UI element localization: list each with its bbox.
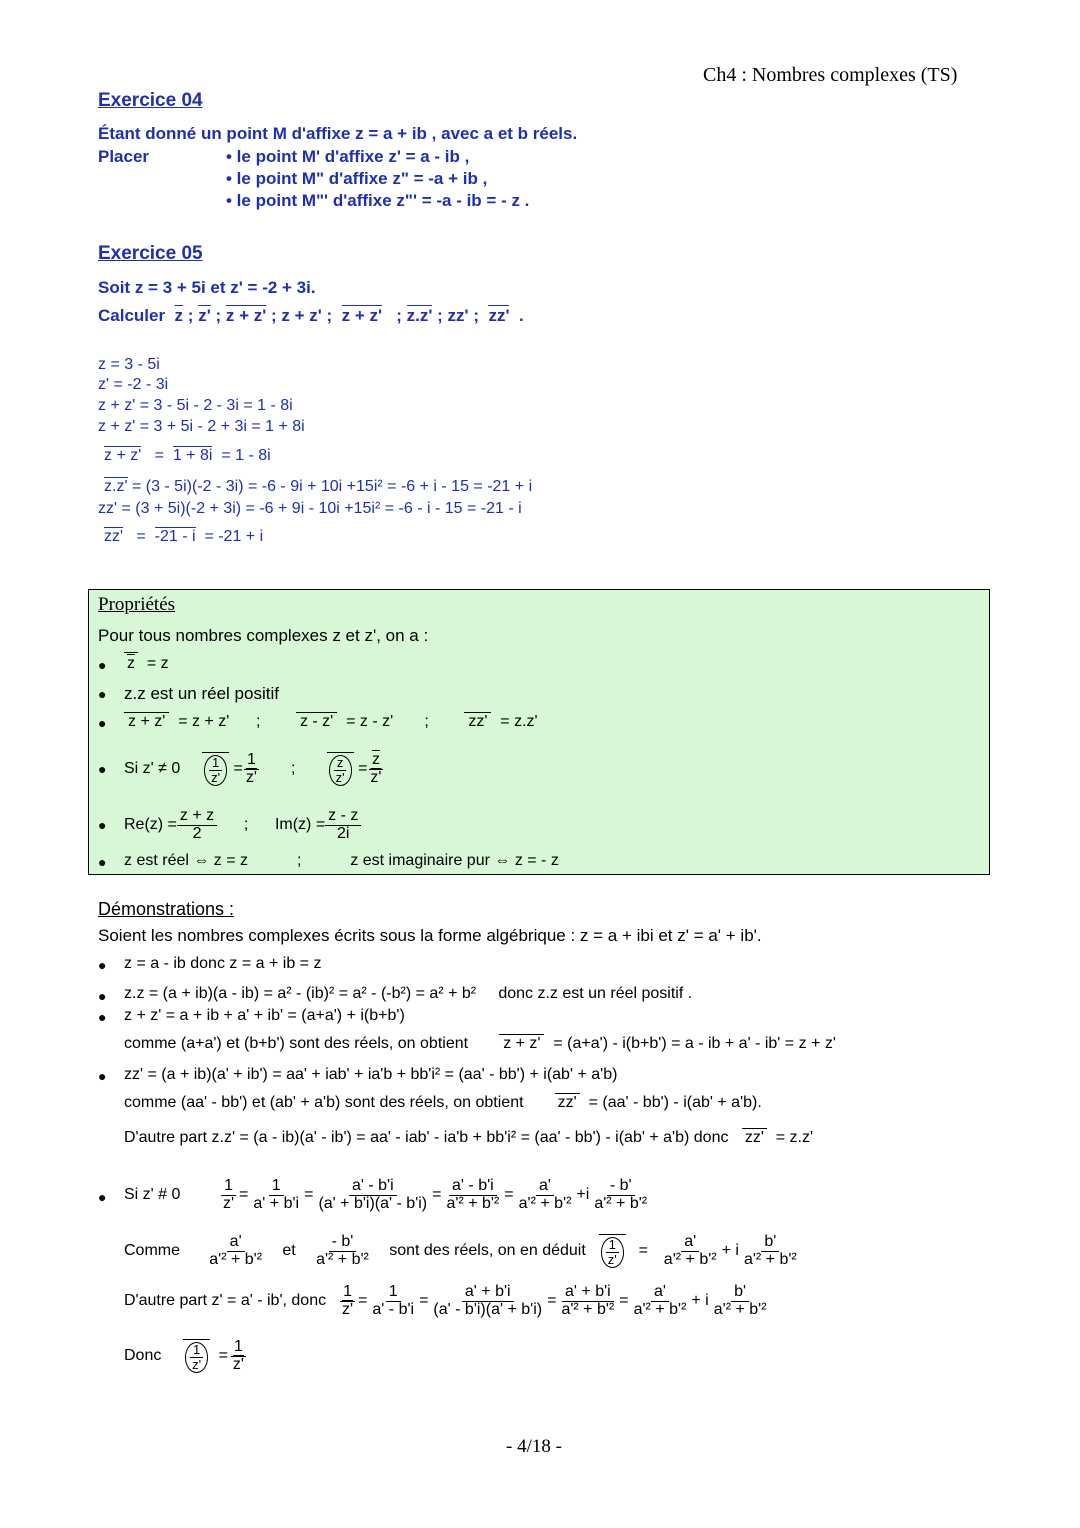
eq: = z.z' xyxy=(500,713,538,730)
den: (a' - b'i)(a' + b'i) xyxy=(433,1300,543,1318)
properties-intro: Pour tous nombres complexes z et z', on a : xyxy=(98,626,429,645)
donc: Donc xyxy=(124,1347,162,1364)
den: a'² + b'² xyxy=(561,1300,615,1318)
ex05-calc-5: z + z' xyxy=(341,306,383,325)
num: 1 xyxy=(269,1178,284,1196)
eq: = xyxy=(504,1186,514,1203)
demo-4c: = (a+a') - i(b+b') = a - ib + a' - ib' = z + z' xyxy=(553,1035,836,1052)
den: a'² + b'² xyxy=(633,1300,687,1318)
sep: ; xyxy=(243,816,249,833)
eq: = xyxy=(239,1186,249,1203)
num: b' xyxy=(731,1284,749,1302)
demo-5: zz' = (a + ib)(a' + ib') = aa' + iab' + ia'b + bb'i² = (aa' - bb') + i(ab' + a'b) xyxy=(124,1066,618,1083)
ex04-item-1: • le point M' d'affixe z' = a - ib , xyxy=(226,147,470,166)
demo-6 xyxy=(124,1094,762,1112)
exercise-05-title: Exercice 05 xyxy=(98,243,203,264)
den: a' + b'i xyxy=(253,1194,300,1212)
den: a' - b'i xyxy=(372,1300,415,1318)
ex05-calculer-line xyxy=(98,306,524,326)
re: Re(z) = xyxy=(124,816,177,833)
demo-3: z + z' = a + ib + a' + ib' = (a+a') + i(b+b') xyxy=(124,1007,405,1024)
num: $\overline{z}$ xyxy=(369,752,383,770)
ex05-soit: Soit z = 3 + 5i et z' = -2 + 3i. xyxy=(98,278,316,297)
den: z' xyxy=(341,1300,354,1318)
demo-7c: = z.z' xyxy=(775,1129,814,1146)
sol-conj-prod: z.z' xyxy=(104,478,128,495)
eq: = xyxy=(432,1186,442,1203)
den: z' xyxy=(211,770,221,785)
den: a'² + b'² xyxy=(663,1250,717,1268)
bullet: ● xyxy=(98,817,107,833)
eq: = xyxy=(304,1186,314,1203)
im: Im(z) = xyxy=(274,816,326,833)
sol-conj-zz: zz' xyxy=(104,528,124,545)
den: a'² + b'² xyxy=(446,1194,500,1212)
ex05-calc-1: $\overline{z}$ xyxy=(174,306,184,325)
page-number: - 4/18 - xyxy=(506,1436,562,1457)
conj-sum: z + z' xyxy=(124,712,169,730)
den: (a' + b'i)(a' - b'i) xyxy=(318,1194,428,1212)
num: a' xyxy=(681,1234,699,1252)
demo-4 xyxy=(124,1035,836,1053)
sol-line-1 xyxy=(98,356,160,374)
prop-3 xyxy=(124,713,538,731)
deduit: sont des réels, on en déduit xyxy=(389,1242,586,1259)
demo-9 xyxy=(124,1228,800,1274)
real-cond: z est réel ⇔ z = z xyxy=(124,852,249,869)
prop-4 xyxy=(124,744,384,794)
num: 1 xyxy=(244,752,259,770)
prop-6 xyxy=(124,852,559,870)
eq: = xyxy=(638,1242,648,1259)
eq: = xyxy=(136,528,146,545)
den: 2i xyxy=(337,824,350,842)
num: a' + b'i xyxy=(462,1284,514,1302)
den: z' xyxy=(245,768,257,786)
demo-7 xyxy=(124,1129,813,1147)
num: a' - b'i xyxy=(449,1178,497,1196)
den: a'² + b'² xyxy=(713,1300,767,1318)
et: et xyxy=(282,1242,296,1259)
sol-line-5 xyxy=(104,447,271,465)
sep: ; xyxy=(255,713,261,730)
demo-6c: = (aa' - bb') - i(ab' + a'b). xyxy=(588,1094,762,1111)
num: 1 xyxy=(340,1284,355,1302)
plus-i: +i xyxy=(576,1186,590,1203)
exercise-04-title: Exercice 04 xyxy=(98,90,203,111)
den: z' xyxy=(232,1355,244,1373)
eq: = xyxy=(547,1292,557,1309)
conj-prod: zz' xyxy=(742,1128,767,1146)
prop-5 xyxy=(124,802,361,848)
eq: = z xyxy=(146,655,169,672)
num: a' - b'i xyxy=(349,1178,397,1196)
bullet: ● xyxy=(98,1009,107,1025)
sol-val: -21 - i xyxy=(154,528,196,545)
properties-title: Propriétés xyxy=(98,594,176,615)
bullet: ● xyxy=(98,988,107,1004)
den: 2 xyxy=(192,824,202,842)
sol-line-2: z' = -2 - 3i xyxy=(98,376,169,393)
eq: = xyxy=(619,1292,629,1309)
demo-2 xyxy=(124,985,692,1003)
num: 1 xyxy=(221,1178,236,1196)
sol-line-6 xyxy=(104,478,532,496)
den: z' xyxy=(222,1194,235,1212)
bullet: ● xyxy=(98,1068,107,1084)
num: 1 xyxy=(386,1284,401,1302)
ex04-item-3: • le point M"' d'affixe z"' = -a - ib = - z . xyxy=(226,191,530,210)
demo-2a: z.z = (a + ib)(a - ib) = a² - (ib)² = a² - (-b²) = a² + b² xyxy=(124,985,477,1002)
cond: Si z' # 0 xyxy=(124,1186,181,1203)
num: 1 xyxy=(606,1238,619,1253)
prop-2: z.z est un réel positif xyxy=(124,684,279,703)
bullet: ● xyxy=(98,854,107,870)
eq: = xyxy=(154,447,164,464)
num: z + z xyxy=(177,808,217,826)
eq: = z - z' xyxy=(346,713,394,730)
ex05-calculer: Calculer xyxy=(98,306,166,325)
ex05-calc-8: zz' xyxy=(488,306,510,325)
sol-line-3: z + z' = 3 - 5i - 2 - 3i = 1 - 8i xyxy=(98,397,293,414)
comme: Comme xyxy=(124,1242,181,1259)
num: z - z xyxy=(325,808,361,826)
demo-11 xyxy=(124,1330,247,1382)
sol-text: z = 3 - 5i xyxy=(98,356,160,373)
bullet: ● xyxy=(98,957,107,973)
bullet: ● xyxy=(98,761,107,777)
num: z xyxy=(334,756,347,771)
conj-prod: zz' xyxy=(555,1093,580,1111)
demo-8 xyxy=(124,1172,650,1218)
sol-line-7: zz' = (3 + 5i)(-2 + 3i) = -6 + 9i - 10i +15i² = -6 - i - 15 = -21 - i xyxy=(98,500,522,517)
sep: ; xyxy=(296,852,302,869)
plus-i: + i xyxy=(691,1292,709,1309)
end-dot: . xyxy=(518,306,524,325)
den: z' xyxy=(192,1357,202,1372)
den: z' xyxy=(335,770,345,785)
ex04-placer: Placer xyxy=(98,147,150,166)
sol-result: = -21 + i xyxy=(204,528,264,545)
den: a'² + b'² xyxy=(209,1250,263,1268)
demo-6a: comme (aa' - bb') et (ab' + a'b) sont des réels, on obtient xyxy=(124,1094,524,1111)
plus-i: + i xyxy=(721,1242,739,1259)
num: a' xyxy=(651,1284,669,1302)
num: 1 xyxy=(231,1339,246,1357)
sep: ; xyxy=(424,713,429,730)
eq: = z + z' xyxy=(178,713,230,730)
autre-part: D'autre part z' = a' - ib', donc xyxy=(124,1292,327,1309)
eq: = xyxy=(233,760,243,777)
ex05-calc-2: z' xyxy=(198,306,211,325)
eq: = xyxy=(419,1292,429,1309)
bullet: ● xyxy=(98,1189,107,1205)
cond: Si z' ≠ 0 xyxy=(124,760,181,777)
demo-title: Démonstrations : xyxy=(98,899,235,919)
num: a' xyxy=(227,1234,245,1252)
den: a'² + b'² xyxy=(316,1250,369,1268)
num: a' xyxy=(536,1178,554,1196)
conj-prod: zz' xyxy=(464,712,491,730)
demo-10 xyxy=(124,1278,770,1324)
conj-diff: z - z' xyxy=(296,712,337,730)
bullet: ● xyxy=(98,686,107,702)
sol-conj-sum: z + z' xyxy=(104,447,142,464)
imag-cond: z est imaginaire pur ⇔ z = - z xyxy=(350,852,559,869)
sol-line-8 xyxy=(104,528,263,546)
sep: ; xyxy=(396,306,402,325)
demo-2b: donc z.z est un réel positif . xyxy=(498,985,693,1002)
num: 1 xyxy=(209,756,222,771)
num: - b' xyxy=(607,1178,635,1196)
num: b' xyxy=(761,1234,779,1252)
ex05-calc-6: z.z' xyxy=(406,306,433,325)
eq: = xyxy=(358,760,368,777)
prop-1 xyxy=(124,655,169,673)
eq: = xyxy=(358,1292,368,1309)
demo-intro: Soient les nombres complexes écrits sous la forme algébrique : z = a + ibi et z' = a' + ib'. xyxy=(98,926,762,945)
sep: ; xyxy=(291,760,296,777)
ex05-calc-3: z + z' xyxy=(225,306,267,325)
den: z' xyxy=(607,1252,617,1267)
conj-sum: z + z' xyxy=(499,1034,544,1052)
den: a'² + b'² xyxy=(743,1250,797,1268)
num: - b' xyxy=(329,1234,357,1252)
bullet: ● xyxy=(98,715,107,731)
ex04-statement: Étant donné un point M d'affixe z = a + ib , avec a et b réels. xyxy=(98,124,578,143)
bullet: ● xyxy=(98,657,107,673)
ex05-calc-4: ; z + z' ; xyxy=(271,306,333,325)
sol-text: = (3 - 5i)(-2 - 3i) = -6 - 9i + 10i +15i² = -6 + i - 15 = -21 + i xyxy=(127,478,533,495)
eq: = xyxy=(218,1347,228,1364)
sol-result: = 1 - 8i xyxy=(221,447,271,464)
sep: ; xyxy=(215,306,222,325)
num: 1 xyxy=(190,1343,203,1358)
z: $\overline{z}$ xyxy=(127,655,135,672)
sol-val: 1 + 8i xyxy=(172,447,213,464)
ex04-item-2: • le point M" d'affixe z" = -a + ib , xyxy=(226,169,488,188)
ex05-calc-7: ; zz' ; xyxy=(437,306,479,325)
demo-1: z = a - ib donc z = a + ib = z xyxy=(124,955,322,972)
demo-4a: comme (a+a') et (b+b') sont des réels, on obtient xyxy=(124,1035,469,1052)
den: z' xyxy=(370,768,382,786)
den: a'² + b'² xyxy=(518,1194,572,1212)
den: a'² + b'² xyxy=(594,1194,648,1212)
sol-line-4: z + z' = 3 + 5i - 2 + 3i = 1 + 8i xyxy=(98,418,305,435)
demo-7a: D'autre part z.z' = (a - ib)(a' - ib') = aa' - iab' - ia'b + bb'i² = (aa' - bb') - i(ab' + a'b) donc xyxy=(124,1129,729,1146)
sep: ; xyxy=(187,306,194,325)
num: a' + b'i xyxy=(562,1284,614,1302)
chapter-header: Ch4 : Nombres complexes (TS) xyxy=(703,64,958,86)
